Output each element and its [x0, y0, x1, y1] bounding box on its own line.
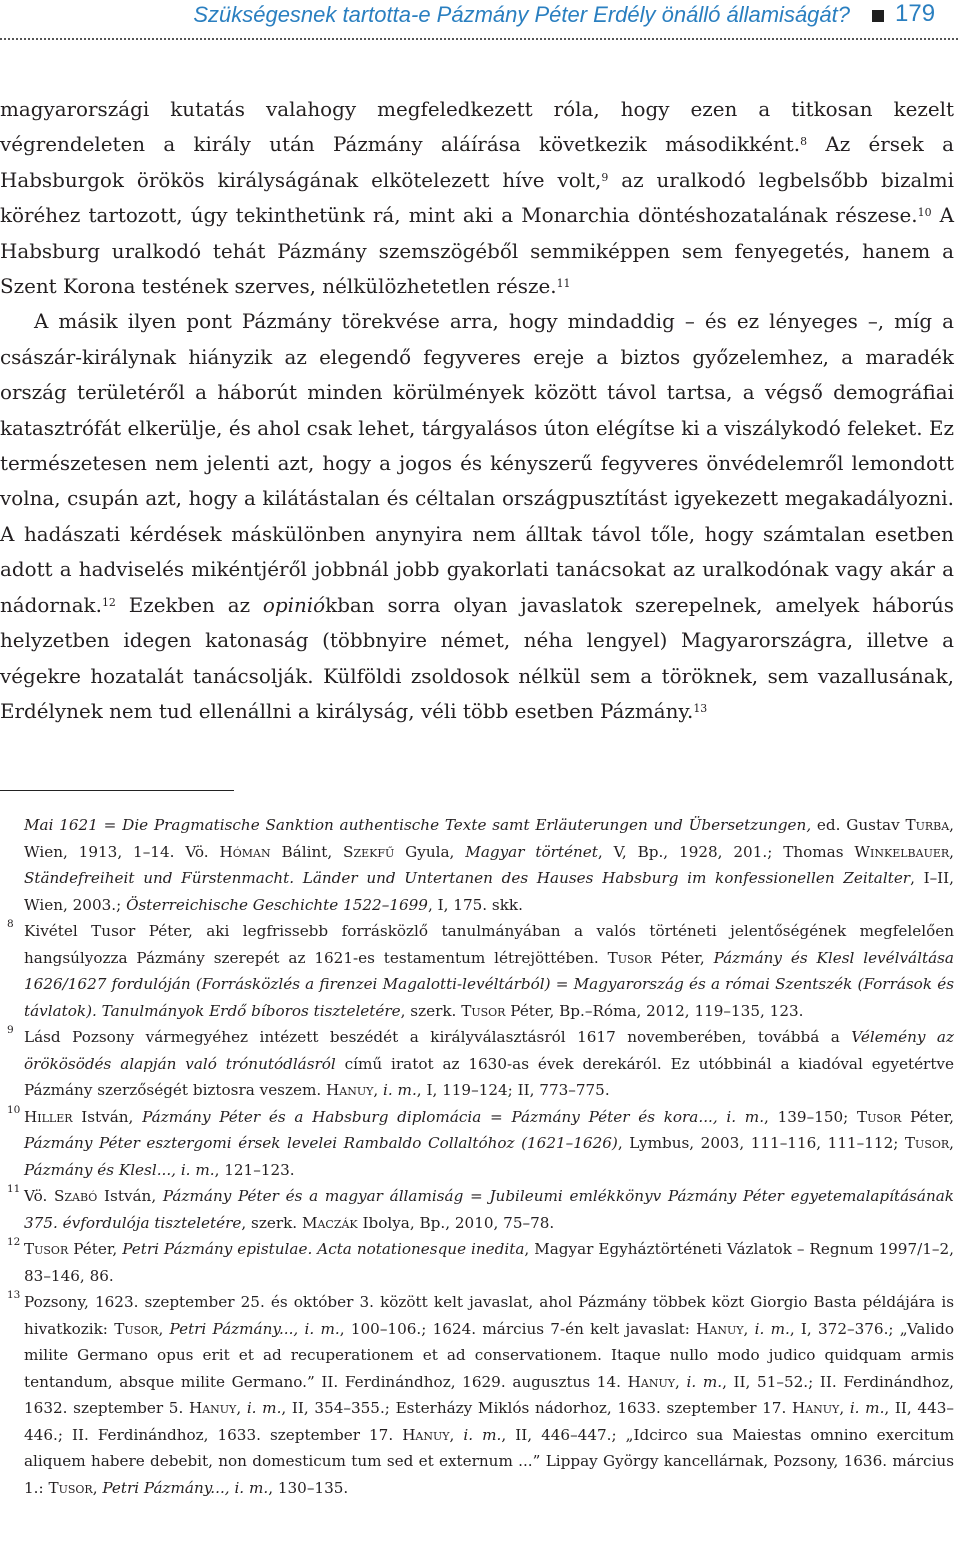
- footnote-number: 12: [7, 1236, 21, 1248]
- paragraph-2: A másik ilyen pont Pázmány törekvése arra, hogy mindaddig – és ez lényeges –, míg a császár-királynak hiányzik az elegendő fegyveres ereje a biztos győzelemhez, a maradék ország területéről a háborút minden körülmények között távol tartsa, a végső demográfiai katasztrófát elkerülje, és ahol csak lehet, tárgyalásos úton elégítse ki a viszálykodó feleket. Ez természetesen nem jelenti azt, hogy a jogos és kényszerű fegyveres önvédelemről lemondott volna, csupán azt, hogy a kilátástalan és céltalan országpusztítást igyekezett megakadályozni. A hadászati kérdések máskülönben anynyira nem álltak távol tőle, hogy számtalan esetben adott a hadviselés mikéntjéről jobbnál jobb gyakorlati tanácsokat az uralkodónak vagy akár a nádornak.$^{12}$ Ezekben az opiniókban sorra olyan javaslatok szerepelnek, amelyek háborús helyzetben idegen katonaság (többnyire német, néha lengyel) Magyarországra, illetve a végekre hozatalát tanácsolják. Külföldi zsoldosok nélkül sem a töröknek, sem vazallusának, Erdélynek nem tud ellenállni a királyság, véli több esetben Pázmány.$^{13}$: [0, 310, 954, 723]
- footnote-8: 8 Kivétel Tusor Péter, aki legfrissebb forrásközlő tanulmányában a valós történeti jelentőségének megfelelően hangsúlyozza Pázmány szerepét az 1621-es testamentum létrejöttében. Tusor Péter, Pázmány és Klesl levélváltása 1626/1627 fordulóján (Forrásközlés a firenzei Magalotti-levéltárból) = Magyarország és a római Szentszék (Források és távlatok). Tanulmányok Erdő bíboros tiszteletére, szerk. Tusor Péter, Bp.–Róma, 2012, 119–135, 123.: [24, 918, 954, 1024]
- main-text: [0, 92, 954, 729]
- footnotes: [7, 812, 955, 1501]
- footnote-number: 13: [7, 1289, 21, 1301]
- running-header: [0, 0, 960, 32]
- footnote-number: 10: [7, 1103, 21, 1116]
- footnote-ref: 10: [917, 206, 932, 220]
- footnote-ref: 11: [556, 277, 571, 291]
- footnote-ref: 12: [101, 595, 116, 609]
- page-number: 179: [895, 0, 936, 27]
- footnote-ref: 13: [693, 701, 708, 715]
- footnote-ref: 9: [601, 170, 609, 184]
- footnote-ref: 8: [800, 135, 808, 149]
- footnote-number: 9: [7, 1024, 14, 1036]
- footnote-10: 10 Hiller István, Pázmány Péter és a Habsburg diplomácia = Pázmány Péter és kora..., i. m., 139–150; Tusor Péter, Pázmány Péter esztergomi érsek levelei Rambaldo Collaltóhoz (1621–1626), Lymbus, 2003, 111–116, 111–112; Tusor, Pázmány és Klesl..., i. m., 121–123.: [24, 1104, 954, 1184]
- footnote-12: 12 Tusor Péter, Petri Pázmány epistulae. Acta notationesque inedita, Magyar Egyháztörténeti Vázlatok – Regnum 1997/1–2, 83–146, 86.: [24, 1236, 954, 1289]
- footnote-number: 8: [7, 918, 14, 930]
- footnote-9: 9 Lásd Pozsony vármegyéhez intézett beszédét a királyválasztásról 1617 novemberében, továbbá a Vélemény az örökösödés alapján való trónutódlásról című iratot az 1630-as évek derekáról. Ez utóbbinál a kiadóval egyetértve Pázmány szerzőségét biztosra veszem. Hanuy, i. m., I, 119–124; II, 773–775.: [24, 1024, 954, 1104]
- paragraph-1: magyarországi kutatás valahogy megfeledkezett róla, hogy ezen a titkosan kezelt végrendeleten a király után Pázmány aláírása következik másodikként.$^8$ Az érsek a Habsburgok örökös királyságának elkötelezett híve volt,$^9$ az uralkodó legbelsőbb bizalmi köréhez tartozott, úgy tekinthetünk rá, mint aki a Monarchia döntéshozatalának részese.$^{10}$ A Habsburg uralkodó tehát Pázmány szemszögéből semmiképpen sem fenyegetés, hanem a Szent Korona testének szerves, nélkülözhetetlen része.$^{11}$: [0, 98, 955, 299]
- square-bullet-icon: [872, 10, 884, 22]
- footnote-number: 11: [7, 1183, 21, 1195]
- footnote-continued: Mai 1621 = Die Pragmatische Sanktion authentische Texte samt Erläuterungen und Übersetzungen, ed. Gustav Turba, Wien, 1913, 1–14. Vö. Hóman Bálint, Szekfű Gyula, Magyar történet, V, Bp., 1928, 201.; Thomas Winkelbauer, Ständefreiheit und Fürstenmacht. Länder und Untertanen des Hauses Habsburg im konfessionellen Zeitalter, I–II, Wien, 2003.; Österreichische Geschichte 1522–1699, I, 175. skk.: [24, 816, 955, 914]
- footnote-13: 13 Pozsony, 1623. szeptember 25. és október 3. között kelt javaslat, ahol Pázmány többek közt Giorgio Basta példájára is hivatkozik: Tusor, Petri Pázmány..., i. m., 100–106.; 1624. március 7-én kelt javaslat: Hanuy, i. m., I, 372–376.; „Valido milite Germano opus erit et ad recuperationem et ad conservationem. Itaque nullo modo judico quidquam armis tentandum, absque milite Germano.” II. Ferdinándhoz, 1629. augusztus 14. Hanuy, i. m., II, 51–52.; II. Ferdinándhoz, 1632. szeptember 5. Hanuy, i. m., II, 354–355.; Esterházy Miklós nádorhoz, 1633. szeptember 17. Hanuy, i. m., II, 443–446.; II. Ferdinándhoz, 1633. szeptember 17. Hanuy, i. m., II, 446–447.; „Idcirco sua Maiestas omnino exercitum aliquem habere debebit, non domesticum tum sed et externum ...” Lippay György kancellárnak, Pozsony, 1636. március 1.: Tusor, Petri Pázmány..., i. m., 130–135.: [24, 1289, 954, 1501]
- footnote-rule: [0, 790, 234, 791]
- footnote-11: 11 Vö. Szabó István, Pázmány Péter és a magyar államiság = Jubileumi emlékkönyv Pázmány Péter egyetemalapításának 375. évfordulója tiszteletére, szerk. Maczák Ibolya, Bp., 2010, 75–78.: [24, 1183, 954, 1236]
- running-title: Szükségesnek tartotta-e Pázmány Péter Erdély önálló államiságát?: [193, 2, 850, 27]
- header-divider: [0, 38, 958, 40]
